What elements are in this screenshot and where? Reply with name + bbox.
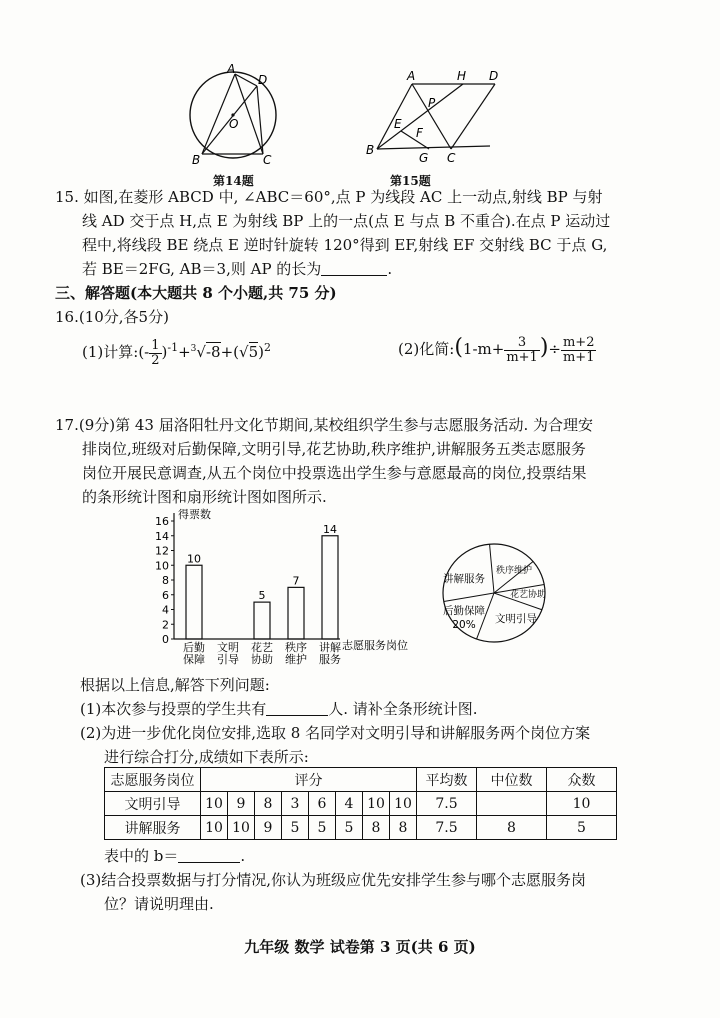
table-cell: 10 xyxy=(201,792,228,816)
q17-part3-line-1: (3)结合投票数据与打分情况,你认为班级应优先安排学生参与哪个志愿服务岗 xyxy=(80,871,587,889)
questions-intro: 根据以上信息,解答下列问题: xyxy=(80,676,270,694)
table-row xyxy=(105,792,617,816)
y-tick-label: 2 xyxy=(162,618,169,632)
paren-right: ) xyxy=(161,343,168,361)
y-tick-label: 4 xyxy=(162,603,169,617)
table-cell: 5 xyxy=(282,816,309,840)
radical-icon: √ xyxy=(239,343,249,361)
x-axis-label: 志愿服务岗位 xyxy=(342,639,408,652)
q16-part1-square: 2 xyxy=(263,341,271,354)
table-header: 评分 xyxy=(201,768,417,792)
fig15-segment xyxy=(401,131,429,149)
b-answer-blank[interactable] xyxy=(178,847,240,863)
table-header: 中位数 xyxy=(477,768,547,792)
label-D: D xyxy=(258,73,268,87)
y-tick-label: 12 xyxy=(155,544,169,558)
q16-part2 xyxy=(398,330,596,366)
label-B: B xyxy=(366,143,375,157)
bar xyxy=(288,587,304,639)
figure-15 xyxy=(365,62,500,174)
y-axis-label: 得票数 xyxy=(178,508,211,521)
x-tick-label: 讲解 xyxy=(319,641,341,654)
pie-label: 讲解服务 xyxy=(443,573,485,585)
q16-sqrt-radicand: 5 xyxy=(248,343,259,361)
label-O: O xyxy=(229,117,239,131)
q17-part2-line-2: 进行综合打分,成绩如下表所示: xyxy=(104,748,309,766)
table-cell: 7.5 xyxy=(417,792,477,816)
bar-data-label: 5 xyxy=(258,589,266,603)
q17-line-3: 岗位开展民意调查,从五个岗位中投票选出学生参与意愿最高的岗位,投票结果 xyxy=(82,464,587,482)
table-header: 志愿服务岗位 xyxy=(105,768,201,792)
q16-part2-fraction-1: $\frac{3}{m+1}$ xyxy=(506,334,538,365)
q17-part1-text: (1)本次参与投票的学生共有 xyxy=(80,700,267,718)
label-A: A xyxy=(407,69,416,83)
q16-part1-fraction: $\frac{1}{2}$ xyxy=(151,337,160,368)
q16-part1 xyxy=(82,330,271,366)
bar-data-label: 10 xyxy=(187,552,201,566)
q16-part1-plus: + xyxy=(178,343,191,361)
table-cell-median-blank[interactable] xyxy=(477,792,547,816)
table-cell: 10 xyxy=(547,792,617,816)
bar xyxy=(322,536,338,639)
radical-icon: √ xyxy=(196,343,206,361)
table-cell: 8 xyxy=(390,816,417,840)
fig14-segment xyxy=(202,74,235,154)
table-header: 平均数 xyxy=(417,768,477,792)
q16-part2-divide: ÷ xyxy=(548,340,561,358)
table-cell: 6 xyxy=(309,792,336,816)
q16-part2-fraction-2: $\frac{m+2}{m+1}$ xyxy=(562,334,595,365)
fig15-segment xyxy=(377,146,490,149)
figure-14 xyxy=(185,62,295,172)
q15-line-4 xyxy=(82,258,690,280)
x-tick-label: 服务 xyxy=(319,653,341,666)
label-F: F xyxy=(416,126,423,140)
pie-slice-edge xyxy=(490,544,494,593)
q16-part1-plus2: +( xyxy=(220,343,240,361)
q17-part2-line-1: (2)为进一步优化岗位安排,选取 8 名同学对文明引导和讲解服务两个岗位方案 xyxy=(80,724,591,742)
q15-line-4-end: . xyxy=(387,260,393,278)
b-line-text: 表中的 b＝ xyxy=(104,847,179,865)
label-H: H xyxy=(457,69,467,83)
bar-data-label: 7 xyxy=(292,574,300,588)
x-tick-label: 后勤 xyxy=(183,641,205,654)
paren-right: ) xyxy=(539,335,549,360)
q16-cbrt-radicand: -8 xyxy=(205,343,221,361)
table-cell: 5 xyxy=(547,816,617,840)
table-header: 众数 xyxy=(547,768,617,792)
paren-left: ( xyxy=(454,335,463,360)
x-tick-label: 秩序 xyxy=(285,641,307,654)
bar xyxy=(186,565,202,639)
b-line xyxy=(104,845,690,867)
x-tick-label: 维护 xyxy=(285,653,307,666)
pie-chart xyxy=(436,540,552,646)
bar-data-label: 14 xyxy=(323,522,337,536)
x-tick-label: 文明 xyxy=(217,641,239,654)
pie-label: 后勤保障 xyxy=(443,605,485,617)
q15-line-4-text: 若 BE＝2FG, AB＝3,则 AP 的长为 xyxy=(82,260,322,278)
q17-part3-line-2: 位？请说明理由. xyxy=(104,895,214,913)
table-cell: 讲解服务 xyxy=(105,816,201,840)
table-cell: 3 xyxy=(282,792,309,816)
label-P: P xyxy=(428,96,436,110)
y-tick-label: 6 xyxy=(162,588,169,602)
pie-slice-edge xyxy=(444,593,494,602)
pie-label: 花艺协助 xyxy=(509,590,547,600)
table-cell: 4 xyxy=(336,792,363,816)
q15-answer-blank[interactable] xyxy=(321,260,387,276)
q17-line-4: 的条形统计图和扇形统计图如图所示. xyxy=(82,488,327,506)
pie-percent-label: 20% xyxy=(452,619,476,631)
table-cell: 10 xyxy=(390,792,417,816)
table-cell: 5 xyxy=(309,816,336,840)
label-C: C xyxy=(447,151,456,165)
table-cell: 8 xyxy=(363,816,390,840)
y-tick-label: 8 xyxy=(162,574,169,587)
x-tick-label: 花艺 xyxy=(251,641,273,654)
table-cell: 8 xyxy=(255,792,282,816)
x-tick-label: 协助 xyxy=(251,653,273,666)
table-cell: 7.5 xyxy=(417,816,477,840)
q17-part1-blank[interactable] xyxy=(266,700,328,716)
q17-line-1: 17.(9分)第 43 届洛阳牡丹文化节期间,某校组织学生参与志愿服务活动. 为合理安 xyxy=(55,416,594,434)
q16-header: 16.(10分,各5分) xyxy=(55,308,169,326)
q16-part2-prefix: (2)化简: xyxy=(398,340,455,358)
q16-cbrt-index: 3 xyxy=(190,344,197,354)
b-line-end: . xyxy=(240,847,246,865)
q16-part1-exponent: -1 xyxy=(167,341,179,354)
q16-part2-left: 1-m+ xyxy=(462,340,505,358)
table-cell: 10 xyxy=(363,792,390,816)
y-tick-label: 10 xyxy=(155,559,169,573)
table-cell: 9 xyxy=(228,792,255,816)
section-3-heading: 三、解答题(本大题共 8 个小题,共 75 分) xyxy=(55,284,337,302)
q16-part1-prefix: (1)计算: xyxy=(82,343,139,361)
y-tick-label: 0 xyxy=(162,633,169,646)
pie-label: 文明引导 xyxy=(495,613,537,625)
page-footer: 九年级 数学 试卷第 3 页(共 6 页) xyxy=(244,938,476,956)
x-tick-label: 保障 xyxy=(183,653,205,666)
table-header-row xyxy=(105,768,617,792)
q17-line-2: 排岗位,班级对后勤保障,文明引导,花艺协助,秩序维护,讲解服务五类志愿服务 xyxy=(82,440,586,458)
table-cell: 文明引导 xyxy=(105,792,201,816)
q17-part1-text-end: 人. 请补全条形统计图. xyxy=(328,700,478,718)
label-D: D xyxy=(489,69,499,83)
paren-left: (- xyxy=(138,343,150,361)
label-A: A xyxy=(227,62,236,76)
pie-label: 秩序维护 xyxy=(495,566,533,576)
label-B: B xyxy=(192,153,201,167)
label-E: E xyxy=(394,117,402,131)
table-cell: 5 xyxy=(336,816,363,840)
table-row xyxy=(105,816,617,840)
fig15-segment xyxy=(451,84,495,149)
bar xyxy=(254,602,270,639)
q17-part1 xyxy=(80,698,690,720)
x-tick-label: 引导 xyxy=(217,653,239,666)
q15-line-3: 程中,将线段 BE 绕点 E 逆时针旋转 120°得到 EF,射线 EF 交射线 BC 于点 G, xyxy=(82,236,608,254)
fig14-caption: 第14题 xyxy=(213,174,254,188)
q15-line-1: 15. 如图,在菱形 ABCD 中, ∠ABC＝60°,点 P 为线段 AC 上一动点,射线 BP 与射 xyxy=(55,188,603,206)
y-tick-label: 16 xyxy=(155,515,169,528)
fig15-caption: 第15题 xyxy=(390,174,431,188)
score-table xyxy=(104,767,617,840)
y-tick-label: 14 xyxy=(155,529,169,543)
label-G: G xyxy=(419,151,429,165)
q16-part1-close: ) xyxy=(258,343,264,361)
q15-line-2: 线 AD 交于点 H,点 E 为射线 BP 上的一点(点 E 与点 B 不重合).在点 P 运动过 xyxy=(82,212,611,230)
table-cell: 10 xyxy=(201,816,228,840)
table-cell: 10 xyxy=(228,816,255,840)
label-C: C xyxy=(263,153,272,167)
table-cell: 9 xyxy=(255,816,282,840)
table-cell: 8 xyxy=(477,816,547,840)
bar-chart xyxy=(140,505,440,675)
